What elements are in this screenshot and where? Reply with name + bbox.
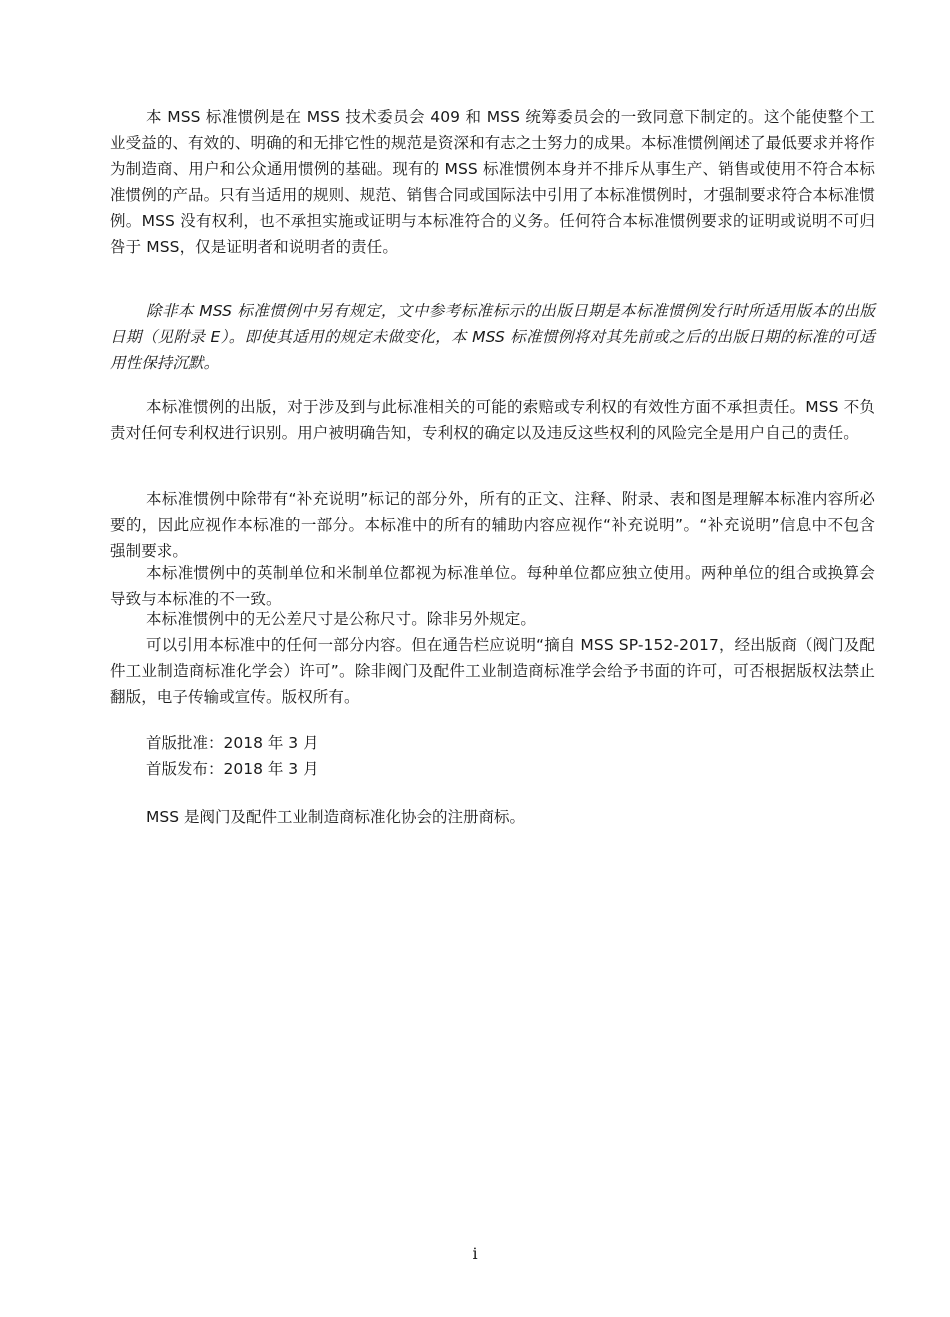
page-number: i [472,1244,478,1263]
paragraph-nominal-dimensions: 本标准惯例中的无公差尺寸是公称尺寸。除非另外规定。 [146,610,537,628]
paragraph-copyright: 可以引用本标准中的任何一部分内容。但在通告栏应说明“摘自 MSS SP-152-2017，经出版商（阀门及配件工业制造商标准化学会）许可”。除非阀门及配件工业制造商标准学会给予书面的许可，可否根据版权法禁止翻版，电子传输或宣传。版权所有。 [110,636,875,706]
paragraph-supplementary-notes: 本标准惯例中除带有“补充说明”标记的部分外，所有的正文、注释、附录、表和图是理解本标准内容所必要的，因此应视作本标准的一部分。本标准中的所有的辅助内容应视作“补充说明”。“补充说明”信息中不包含强制要求。 [110,490,875,560]
paragraph-units: 本标准惯例中的英制单位和米制单位都视为标准单位。每种单位都应独立使用。两种单位的组合或换算会导致与本标准的不一致。 [110,564,875,608]
first-published-date: 首版发布：2018 年 3 月 [146,760,319,778]
trademark-notice: MSS 是阀门及配件工业制造商标准化协会的注册商标。 [146,808,525,826]
paragraph-patent-disclaimer: 本标准惯例的出版，对于涉及到与此标准相关的可能的索赔或专利权的有效性方面不承担责任。MSS 不负责对任何专利权进行识别。用户被明确告知，专利权的确定以及违反这些权利的风险完全是用户自己的责任。 [110,398,875,442]
paragraph-referenced-standards: 除非本 MSS 标准惯例中另有规定，文中参考标准标示的出版日期是本标准惯例发行时所适用版本的出版日期（见附录 E）。即使其适用的规定未做变化，本 MSS 标准惯例将对其先前或之后的出版日期的标准的可适用性保持沉默。 [110,302,875,372]
paragraph-consensus: 本 MSS 标准惯例是在 MSS 技术委员会 409 和 MSS 统筹委员会的一致同意下制定的。这个能使整个工业受益的、有效的、明确的和无排它性的规范是资深和有志之士努力的成果。本标准惯例阐述了最低要求并将作为制造商、用户和公众通用惯例的基础。现有的 MSS 标准惯例本身并不排斥从事生产、销售或使用不符合本标准惯例的产品。只有当适用的规则、规范、销售合同或国际法中引用了本标准惯例时，才强制要求符合本标准惯例。MSS 没有权利，也不承担实施或证明与本标准符合的义务。任何符合本标准惯例要求的证明或说明不可归咎于 MSS，仅是证明者和说明者的责任。 [110,108,875,256]
first-approved-date: 首版批准：2018 年 3 月 [146,734,319,752]
